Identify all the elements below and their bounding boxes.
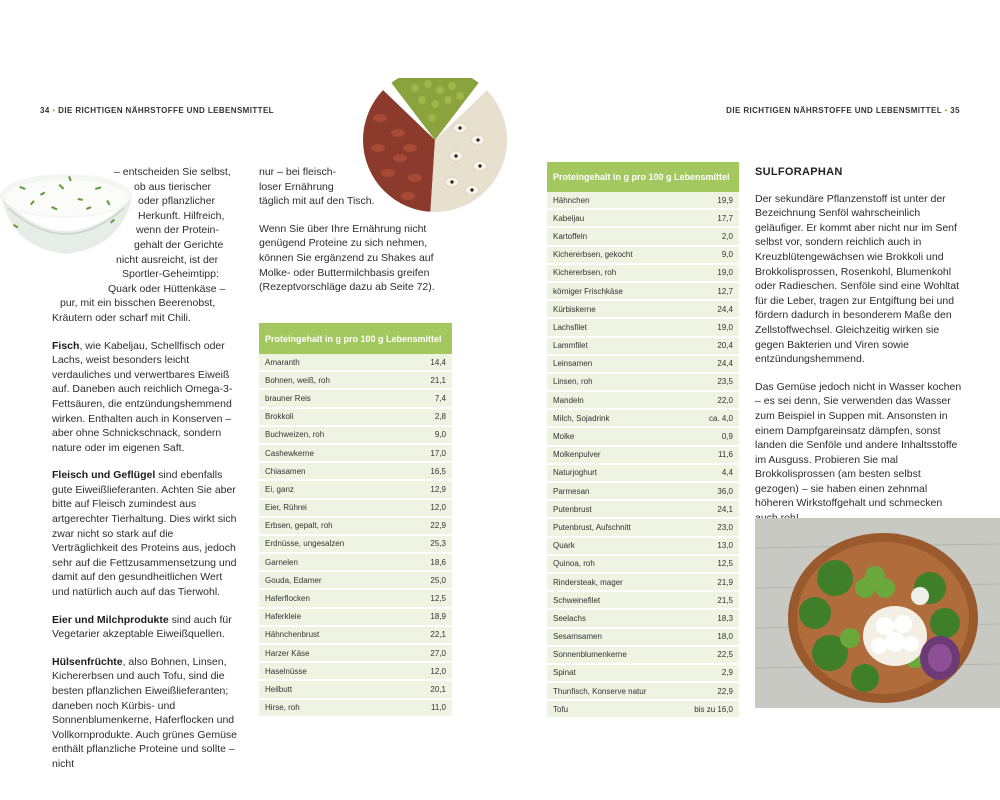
table-row	[547, 609, 739, 627]
protein-value: 2,0	[677, 227, 739, 245]
protein-value: 23,0	[677, 518, 739, 536]
table-row	[547, 337, 739, 355]
protein-value: 2,8	[407, 408, 452, 426]
protein-value: 9,0	[407, 426, 452, 444]
table-row	[259, 680, 452, 698]
separator-dot: •	[52, 106, 56, 115]
food-name: Cashewkerne	[259, 444, 407, 462]
protein-table-1	[259, 323, 452, 718]
food-name: Lachsfilet	[547, 318, 677, 336]
table-row	[547, 664, 739, 682]
running-title-right: DIE RICHTIGEN NÄHRSTOFFE UND LEBENSMITTEL	[726, 106, 942, 115]
protein-value: 0,9	[677, 427, 739, 445]
protein-value: 12,0	[407, 662, 452, 680]
intro-line: oder pflanzlicher	[138, 195, 216, 208]
protein-value: 7,4	[407, 389, 452, 407]
food-name: Molkenpulver	[547, 446, 677, 464]
protein-value: 19,0	[677, 264, 739, 282]
protein-value: 18,3	[677, 609, 739, 627]
protein-value: 25,3	[407, 535, 452, 553]
eier-title: Eier und Milchprodukte	[52, 613, 169, 626]
protein-value: 22,9	[407, 517, 452, 535]
table-row	[259, 699, 452, 717]
table-row	[547, 391, 739, 409]
table-row	[259, 408, 452, 426]
huelsen-text: , also Bohnen, Linsen, Kichererbsen und auch Tofu, sind die besten pflanzlichen Eiweißlieferanten; daneben noch Kürbis- und Sonnenblumenkerne, Haferflocken und Vollkornprodukte. Auch grünes Gemüse enthält pflanzliche Proteine und sollte – nicht	[52, 655, 238, 770]
protein-value: 22,0	[677, 391, 739, 409]
protein-value: 20,4	[677, 337, 739, 355]
fisch-paragraph	[52, 339, 242, 456]
protein-value: 16,5	[407, 462, 452, 480]
food-name: brauner Reis	[259, 389, 407, 407]
table-row	[547, 209, 739, 227]
table-row	[259, 535, 452, 553]
table-row	[547, 355, 739, 373]
column-left	[52, 165, 242, 785]
vegetable-bowl-image	[755, 518, 1000, 708]
beans-image	[360, 78, 510, 218]
table-row	[547, 682, 739, 700]
food-name: Garnelen	[259, 553, 407, 571]
food-name: Erdnüsse, ungesalzen	[259, 535, 407, 553]
table-row	[259, 571, 452, 589]
protein-value: 12,0	[407, 499, 452, 517]
intro-line: – entscheiden Sie selbst,	[114, 166, 231, 178]
food-name: Hirse, roh	[259, 699, 407, 717]
eier-text: sind auch für Vegetarier akzeptable Eiweißquellen.	[52, 613, 232, 641]
fisch-text: , wie Kabeljau, Schellfisch oder Lachs, weist besonders leicht verdauliches und verwertbares Eiweiß auf. Daneben auch reichlich Omega-3-Fettsäuren, die entzündungshemmend wirken. Enthalten auch in Konserven – aber ohne Schnickschnack, sondern nature oder im eigenen Saft.	[52, 339, 233, 454]
table-row	[547, 482, 739, 500]
table-row	[547, 300, 739, 318]
protein-value: 19,9	[677, 192, 739, 209]
food-name: Kichererbsen, roh	[547, 264, 677, 282]
intro-line: Sportler-Geheimtipp:	[122, 268, 219, 281]
protein-value: 20,1	[407, 680, 452, 698]
food-name: Milch, Sojadrink	[547, 409, 677, 427]
protein-value: 19,0	[677, 318, 739, 336]
fleisch-text: sind ebenfalls gute Eiweißlieferanten. Achten Sie aber bitte auf Fleisch zumindest aus artgerechter Tierhaltung. Dies wirkt sich zwar nicht so stark auf die Verträglichkeit des Proteins aus, jedoch sehr auf die Fettzusammensetzung und damit auf den gesundheitlichen Wert und natürlich auch auf das Tierwohl.	[52, 469, 237, 599]
protein-value: 14,4	[407, 354, 452, 371]
table-row	[259, 444, 452, 462]
table-row	[259, 517, 452, 535]
table-row	[547, 318, 739, 336]
protein-value: 21,1	[407, 371, 452, 389]
protein-value: 22,5	[677, 646, 739, 664]
table-row	[259, 462, 452, 480]
table1-header: Proteingehalt in g pro 100 g Lebensmittel	[259, 323, 452, 354]
table-row	[547, 646, 739, 664]
page-number-left: 34	[40, 106, 50, 115]
table-row	[259, 480, 452, 498]
food-name: Putenbrust	[547, 500, 677, 518]
protein-value: 22,1	[407, 626, 452, 644]
huelsen-title: Hülsenfrüchte	[52, 655, 123, 668]
protein-value: 18,6	[407, 553, 452, 571]
food-name: Amaranth	[259, 354, 407, 371]
protein-value: 4,4	[677, 464, 739, 482]
table-row	[259, 426, 452, 444]
food-name: Seelachs	[547, 609, 677, 627]
protein-value: 11,0	[407, 699, 452, 717]
running-head-left	[40, 106, 274, 115]
food-name: Sesamsamen	[547, 628, 677, 646]
table-row	[259, 389, 452, 407]
food-name: Sonnenblumenkerne	[547, 646, 677, 664]
food-name: Heilbutt	[259, 680, 407, 698]
table-row	[547, 427, 739, 445]
table-row	[547, 518, 739, 536]
food-name: Molke	[547, 427, 677, 445]
protein-value: 12,5	[407, 589, 452, 607]
intro-line: pur, mit ein bisschen Beerenobst,	[60, 297, 216, 310]
protein-value: 22,9	[677, 682, 739, 700]
table-row	[547, 446, 739, 464]
huelsen-paragraph	[52, 655, 242, 772]
table-row	[259, 589, 452, 607]
table-row	[259, 662, 452, 680]
food-name: körniger Frischkäse	[547, 282, 677, 300]
food-name: Quark	[547, 537, 677, 555]
food-name: Thunfisch, Konserve natur	[547, 682, 677, 700]
table-row	[547, 409, 739, 427]
food-name: Bohnen, weiß, roh	[259, 371, 407, 389]
intro-line: Quark oder Hüttenkäse –	[108, 282, 226, 295]
middle-line: nur – bei fleisch-	[259, 166, 337, 178]
food-name: Kabeljau	[547, 209, 677, 227]
protein-value: 2,9	[677, 664, 739, 682]
protein-value: 12,5	[677, 555, 739, 573]
food-name: Ei, ganz	[259, 480, 407, 498]
food-name: Kartoffeln	[547, 227, 677, 245]
middle-line: täglich mit auf den Tisch.	[259, 195, 375, 208]
protein-value: 11,6	[677, 446, 739, 464]
protein-value: 24,4	[677, 355, 739, 373]
food-name: Haferkleie	[259, 608, 407, 626]
table-row	[259, 608, 452, 626]
protein-value: 25,0	[407, 571, 452, 589]
protein-value: ca. 4,0	[677, 409, 739, 427]
protein-value: bis zu 16,0	[677, 700, 739, 718]
table-row	[259, 371, 452, 389]
eier-paragraph	[52, 613, 242, 642]
protein-value: 21,9	[677, 573, 739, 591]
food-name: Brokkoli	[259, 408, 407, 426]
protein-value: 27,0	[407, 644, 452, 662]
food-name: Schweinefilet	[547, 591, 677, 609]
protein-value: 18,0	[677, 628, 739, 646]
food-name: Chiasamen	[259, 462, 407, 480]
table-row	[259, 626, 452, 644]
protein-value: 13,0	[677, 537, 739, 555]
protein-value: 23,5	[677, 373, 739, 391]
table-row	[547, 264, 739, 282]
table-row	[547, 246, 739, 264]
food-name: Mandeln	[547, 391, 677, 409]
food-name: Naturjoghurt	[547, 464, 677, 482]
separator-dot: •	[944, 106, 948, 115]
middle-para-2: Wenn Sie über Ihre Ernährung nicht genügend Proteine zu sich nehmen, können Sie ergänzend zu Shakes auf Molke- oder Buttermilchbasis greifen (Rezeptvorschläge dazu ab Seite 72).	[259, 222, 435, 294]
protein-value: 12,9	[407, 480, 452, 498]
sulforaphan-heading: SULFORAPHAN	[755, 166, 843, 178]
food-name: Linsen, roh	[547, 373, 677, 391]
table-row	[547, 192, 739, 209]
middle-line: loser Ernährung	[259, 180, 334, 193]
intro-line: ob aus tierischer	[134, 180, 212, 193]
table-row	[547, 573, 739, 591]
table-row	[547, 500, 739, 518]
protein-value: 17,0	[407, 444, 452, 462]
table-row	[547, 227, 739, 245]
table-row	[547, 628, 739, 646]
table-row	[259, 644, 452, 662]
protein-value: 36,0	[677, 482, 739, 500]
page-number-right: 35	[950, 106, 960, 115]
intro-line: wenn der Protein-	[136, 224, 219, 237]
fisch-title: Fisch	[52, 339, 80, 352]
table-row	[547, 373, 739, 391]
intro-line: Kräutern oder scharf mit Chili.	[52, 311, 191, 324]
intro-paragraph	[52, 165, 242, 326]
food-name: Hähnchenbrust	[259, 626, 407, 644]
intro-line: Herkunft. Hilfreich,	[138, 209, 225, 222]
intro-line: nicht ausreicht, ist der	[116, 253, 219, 266]
sulforaphan-para-2: Das Gemüse jedoch nicht in Wasser kochen – es sei denn, Sie verwenden das Wasser zum Beispiel in Suppen mit. Ansonsten in einem Dampfgareinsatz dämpfen, sonst landen die Senföle und andere Inhaltsstoffe im Ausguss. Probieren Sie mal Brokkolisprossen (am besten selbst gezogen) – sie haben einen zehnmal höheren Wirkstoffgehalt und schmecken	[755, 380, 962, 510]
food-name: Erbsen, gepalt, roh	[259, 517, 407, 535]
food-name: Spinat	[547, 664, 677, 682]
food-name: Tofu	[547, 700, 677, 718]
table-row	[547, 282, 739, 300]
table-row	[547, 537, 739, 555]
fleisch-title: Fleisch und Geflügel	[52, 469, 156, 482]
table2-header: Proteingehalt in g pro 100 g Lebensmittel	[547, 162, 739, 192]
food-name: Leinsamen	[547, 355, 677, 373]
table-row	[547, 700, 739, 718]
food-name: Parmesan	[547, 482, 677, 500]
table-row	[547, 591, 739, 609]
intro-line: gehalt der Gerichte	[134, 238, 224, 251]
protein-value: 24,1	[677, 500, 739, 518]
food-name: Rindersteak, mager	[547, 573, 677, 591]
protein-value: 18,9	[407, 608, 452, 626]
running-head-right	[726, 106, 960, 115]
protein-value: 21,5	[677, 591, 739, 609]
food-name: Eier, Rührei	[259, 499, 407, 517]
protein-value: 24,4	[677, 300, 739, 318]
food-name: Haferflocken	[259, 589, 407, 607]
table-row	[259, 499, 452, 517]
running-title-left: DIE RICHTIGEN NÄHRSTOFFE UND LEBENSMITTEL	[58, 106, 274, 115]
food-name: Gouda, Edamer	[259, 571, 407, 589]
food-name: Quinoa, roh	[547, 555, 677, 573]
table-row	[259, 354, 452, 371]
protein-value: 12,7	[677, 282, 739, 300]
food-name: Buchweizen, roh	[259, 426, 407, 444]
table-row	[547, 464, 739, 482]
food-name: Lammfilet	[547, 337, 677, 355]
food-name: Harzer Käse	[259, 644, 407, 662]
food-name: Hähnchen	[547, 192, 677, 209]
table-row	[547, 555, 739, 573]
table-row	[259, 553, 452, 571]
food-name: Kürbiskerne	[547, 300, 677, 318]
food-name: Kichererbsen, gekocht	[547, 246, 677, 264]
sulforaphan-para-1: Der sekundäre Pflanzenstoff ist unter der Bezeichnung Senföl wahrscheinlich geläufiger. Er kommt aber nicht nur im Senf selbst vor, sondern reichlich auch in Kreuzblütengewächsen wie Brokkoli und Brokkolisprossen, Rosenkohl, Blumenkohl oder Radieschen. Senföle sind eine Wohltat für die Leber, tragen zur Entgiftung bei und fördern dadurch in besonderem Maße den Zellstoffwechsel. Gleichzeitig wirken sie gegen Bakterien und Viren sowie entzündungshemmend.	[755, 192, 960, 366]
column-right	[755, 165, 967, 539]
food-name: Haselnüsse	[259, 662, 407, 680]
protein-value: 9,0	[677, 246, 739, 264]
protein-table-2	[547, 162, 739, 719]
protein-value: 17,7	[677, 209, 739, 227]
food-name: Putenbrust, Aufschnitt	[547, 518, 677, 536]
fleisch-paragraph	[52, 468, 242, 599]
